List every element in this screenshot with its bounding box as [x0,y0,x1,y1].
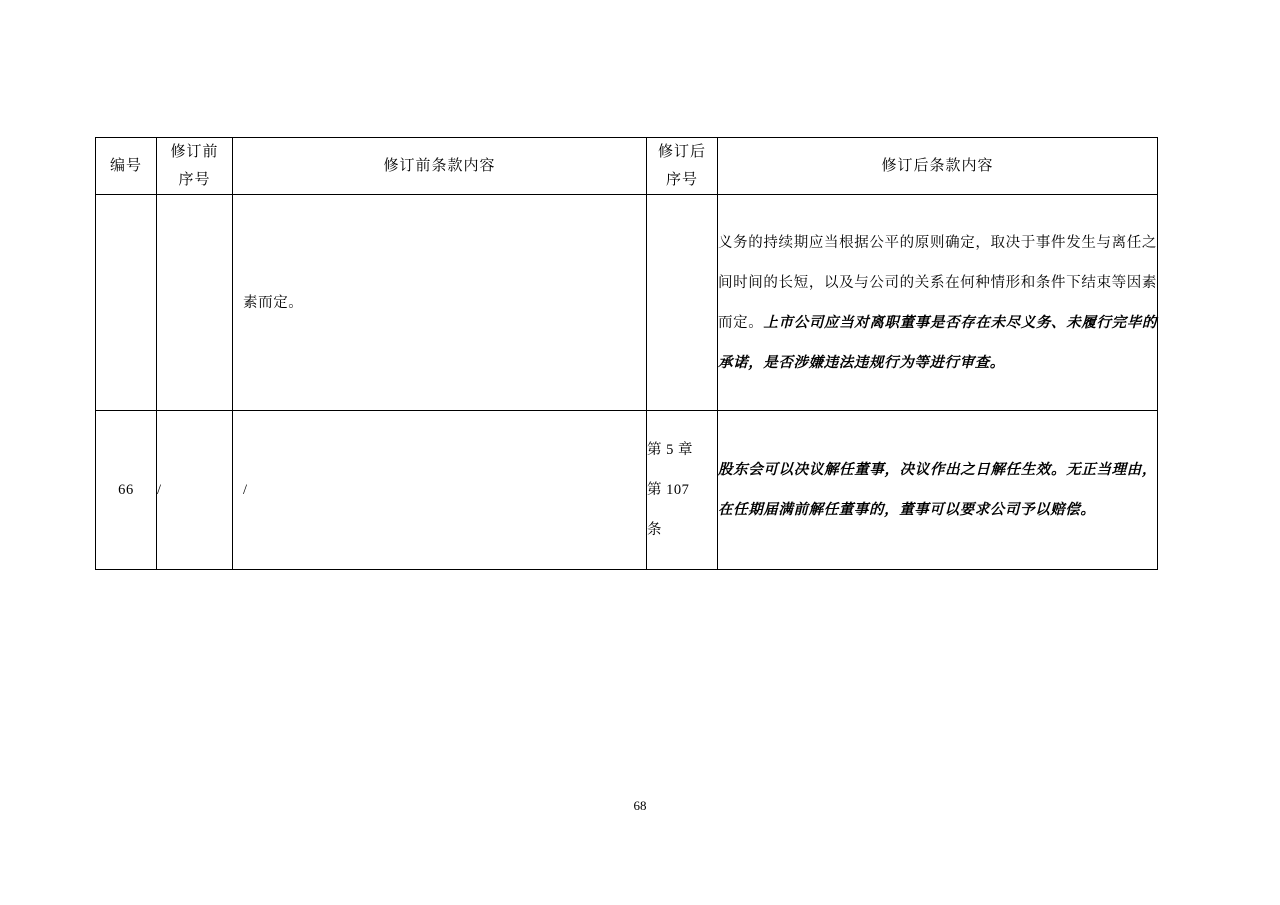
revision-comparison-table [95,137,1158,570]
cell-new-index [647,195,718,411]
cell-old-index: / [157,411,233,570]
table-row [96,195,1158,411]
cell-number [96,195,157,411]
cell-old-content: 素而定。 [233,195,647,411]
cell-number: 66 [96,411,157,570]
page-number: 68 [633,798,647,813]
new-content-emphasis: 上市公司应当对离职董事是否存在未尽义务、未履行完毕的承诺，是否涉嫌违法违规行为等进行审查。 [718,314,1157,371]
cell-new-content [718,195,1158,411]
header-old-index: 修订前 序号 [157,138,233,195]
new-content-emphasis: 股东会可以决议解任董事，决议作出之日解任生效。无正当理由，在任期届满前解任董事的，董事可以要求公司予以赔偿。 [718,462,1157,518]
new-content-plain: 义务的持续期应当根据公平的原则确定，取决于事件发生与离任之间时间的长短，以及与公司的关系在何种情形和条件下结束等因素而定。 [718,234,1157,331]
header-new-index: 修订后 序号 [647,138,718,195]
header-number: 编号 [96,138,157,195]
cell-new-content [718,411,1158,570]
table-row [96,411,1158,570]
cell-old-content: / [233,411,647,570]
cell-old-index [157,195,233,411]
header-new-content: 修订后条款内容 [718,138,1158,195]
cell-new-index: 第 5 章 第 107 条 [647,411,718,570]
header-old-content: 修订前条款内容 [233,138,647,195]
table-header-row [96,138,1158,195]
